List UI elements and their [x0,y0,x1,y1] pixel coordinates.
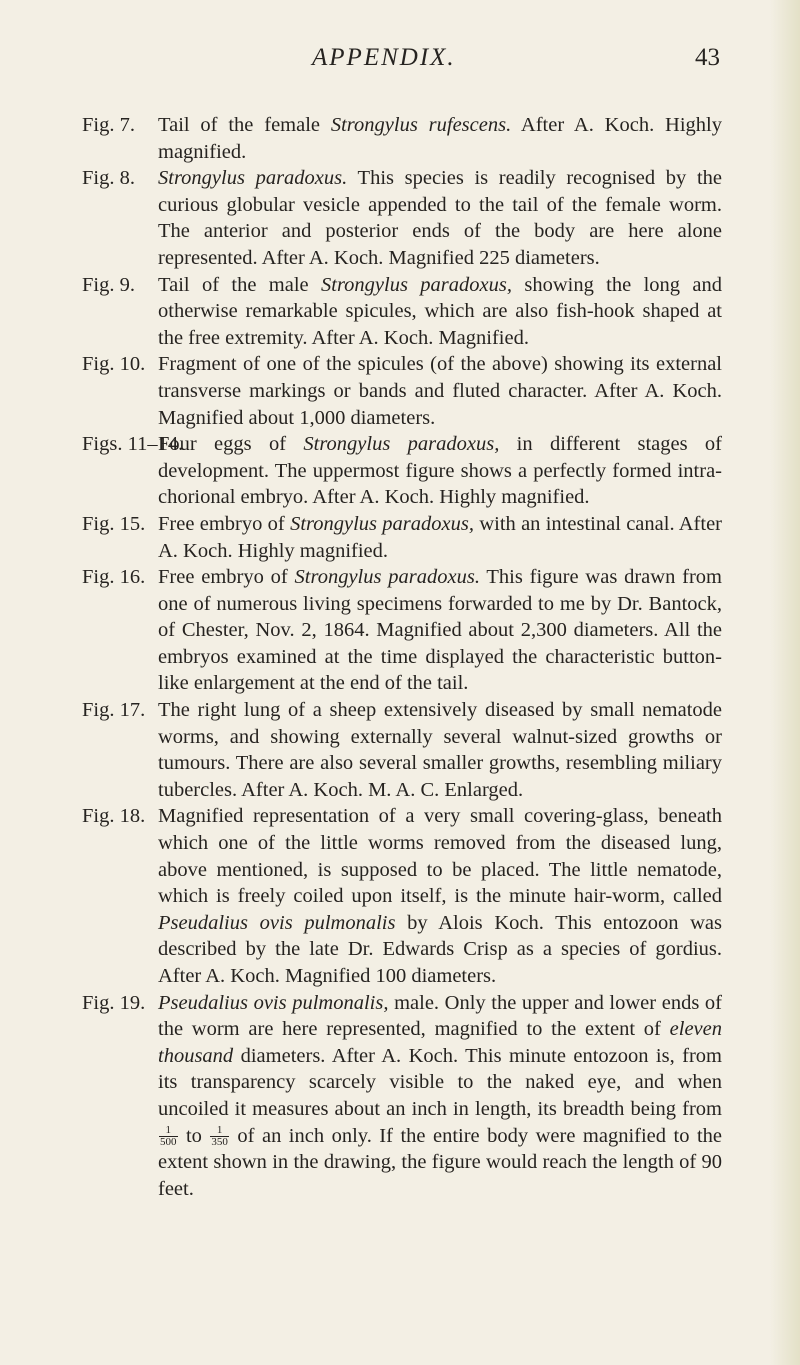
figure-label: Fig. 16. [82,566,146,589]
species-name: Strongylus rufescens. [330,114,512,136]
caption-text: Tail of the male [158,273,321,296]
caption-text: by Alois Koch. This entozoon was described by the late Dr. Edwards Crisp as a species of gordius. After A. Koch. Magnified 100 diameters. [158,911,723,987]
running-head [0,44,800,78]
figure-caption [82,431,722,511]
page-number: 43 [695,44,720,71]
caption-text: This figure was drawn from one of numerous living specimens forwarded to me by Dr. Bantock, of Chester, Nov. 2, 1864. Magnified about 2,300 diameters. All the embryos examined at the time displayed the characteristic button-like enlargement at the end of the tail. [158,566,722,695]
caption-text: of an inch only. If the entire body were magnified to the extent shown in the drawing, the figure would reach the length of 90 feet. [158,1124,722,1200]
page-edge-shading [770,0,800,1365]
figure-label: Fig. 10. [82,353,146,376]
figure-label: Fig. 15. [82,512,146,535]
figure-label: Fig. 18. [82,805,146,828]
caption-text: showing the long and otherwise remarkable spicules, which are also fish-hook shaped at the free extremity. After A. Koch. Magnified. [158,273,722,349]
figure-label: Fig. 9. [82,273,135,296]
caption-text: Free embryo of [158,566,295,589]
caption-text: male. Only the upper and lower ends of the worm are here represented, magnified to the extent of [158,991,722,1041]
running-head-title: APPENDIX. [312,44,456,71]
fraction-numerator: 1 [159,1125,178,1137]
figure-caption [82,165,722,271]
species-name: Strongylus paradoxus, [303,433,500,456]
figure-caption [82,803,722,989]
caption-text: Magnified representation of a very small covering-glass, beneath which one of the little worms removed from the diseased lung, above mentioned, is supposed to be placed. The little nematode, which is freely coiled upon itself, is the minute hair-worm, called [158,805,722,908]
species-name: eleven thousand [158,1018,722,1067]
caption-text: in different stages of development. The uppermost figure shows a perfectly formed intra-chorional embryo. After A. Koch. Highly magnified. [158,433,722,509]
fraction-denominator: 350 [211,1136,228,1149]
caption-text: Four eggs of [158,433,304,456]
species-name: Pseudalius ovis pulmonalis [158,911,396,934]
figure-label: Fig. 8. [82,167,135,190]
figure-caption [82,272,722,352]
figure-caption [82,564,722,697]
figure-caption [82,511,722,564]
figure-caption [82,112,722,165]
fraction-numerator: 1 [210,1125,229,1137]
caption-text: After A. Koch. Highly magnified. [158,114,722,163]
fraction-denominator: 500 [160,1136,177,1149]
caption-text: Tail of the female [158,114,331,136]
species-name: Pseudalius ovis pulmonalis, [158,991,389,1014]
caption-text: with an intestinal canal. After A. Koch. Highly magnified. [158,512,722,562]
caption-text: This species is readily recognised by the curious globular vesicle appended to the tail of the female worm. The anterior and posterior ends of the body are here alone represented. After A. Koch. Magnified 225 diameters. [158,167,722,269]
figure-label: Figs. 11–14. [82,433,184,456]
caption-text: to [178,1124,210,1147]
fraction [210,1125,229,1148]
figure-label: Fig. 7. [82,114,135,136]
caption-text: The right lung of a sheep extensively diseased by small nematode worms, and showing externally several walnut-sized growths or tumours. There are also several smaller growths, resembling miliary tubercles. After A. Koch. M. A. C. Enlarged. [158,699,722,801]
caption-text: Free embryo of [158,512,291,535]
figure-caption [82,697,722,803]
caption-text: Fragment of one of the spicules (of the above) showing its external transverse markings or bands and fluted character. After A. Koch. Magnified about 1,000 diameters. [158,353,722,429]
figure-label: Fig. 17. [82,699,146,722]
species-name: Strongylus paradoxus. [158,167,348,190]
figure-label: Fig. 19. [82,991,146,1014]
caption-text: diameters. After A. Koch. This minute entozoon is, from its transparency scarcely visible to the naked eye, and when uncoiled it measures about an inch in length, its breadth being from [158,1044,722,1120]
figure-caption [82,990,722,1203]
species-name: Strongylus paradoxus, [321,273,512,296]
figure-caption [82,351,722,431]
figure-captions-list [82,112,722,1202]
fraction [159,1125,178,1148]
species-name: Strongylus paradoxus, [290,512,474,535]
species-name: Strongylus paradoxus. [294,566,480,589]
